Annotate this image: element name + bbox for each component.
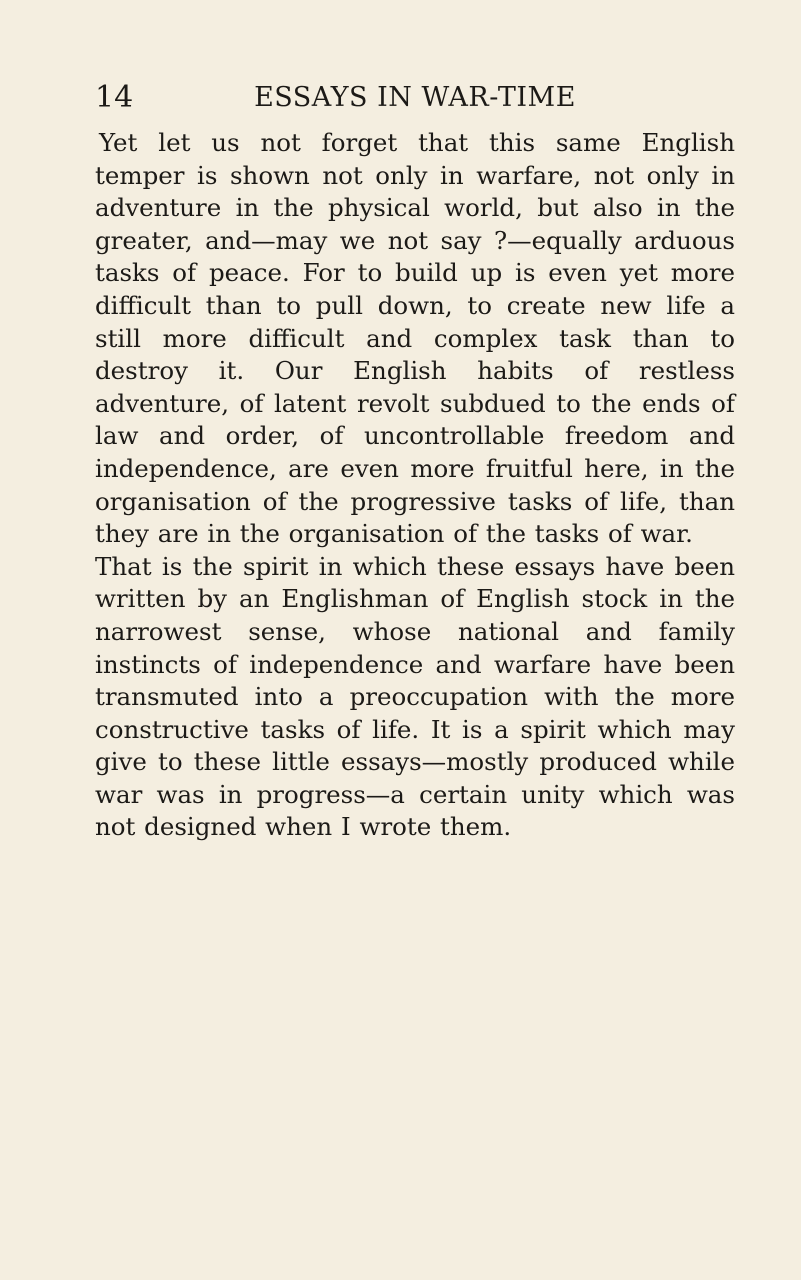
body-text — [95, 127, 735, 844]
paragraph: Yet let us not forget that this same English temper is shown not only in warfare, not only in adventure in the physical world, but also in the greater, and—may we not say ?—equally arduous tasks of peace. For to build up is even yet more difficult than to pull down, to create new life a still more difficult and complex task than to destroy it. Our English habits of restless adventure, of latent revolt subdued to the ends of law and order, of uncontrollable freedom and independence, are even more fruitful here, in the organisation of the progressive tasks of life, than they are in the organisation of the tasks of war. — [95, 128, 735, 549]
page-header — [95, 78, 735, 118]
paragraph: That is the spirit in which these essays have been written by an Englishman of English stock in the narrowest sense, whose national and family instincts of independence and warfare have been transmuted into a preoccupation with the more constructive tasks of life. It is a spirit which may give to these little essays—mostly produced while war was in progress—a certain unity which was not designed when I wrote them. — [95, 551, 735, 842]
page-number: 14 — [95, 80, 134, 115]
running-head: ESSAYS IN WAR-TIME — [254, 82, 576, 113]
